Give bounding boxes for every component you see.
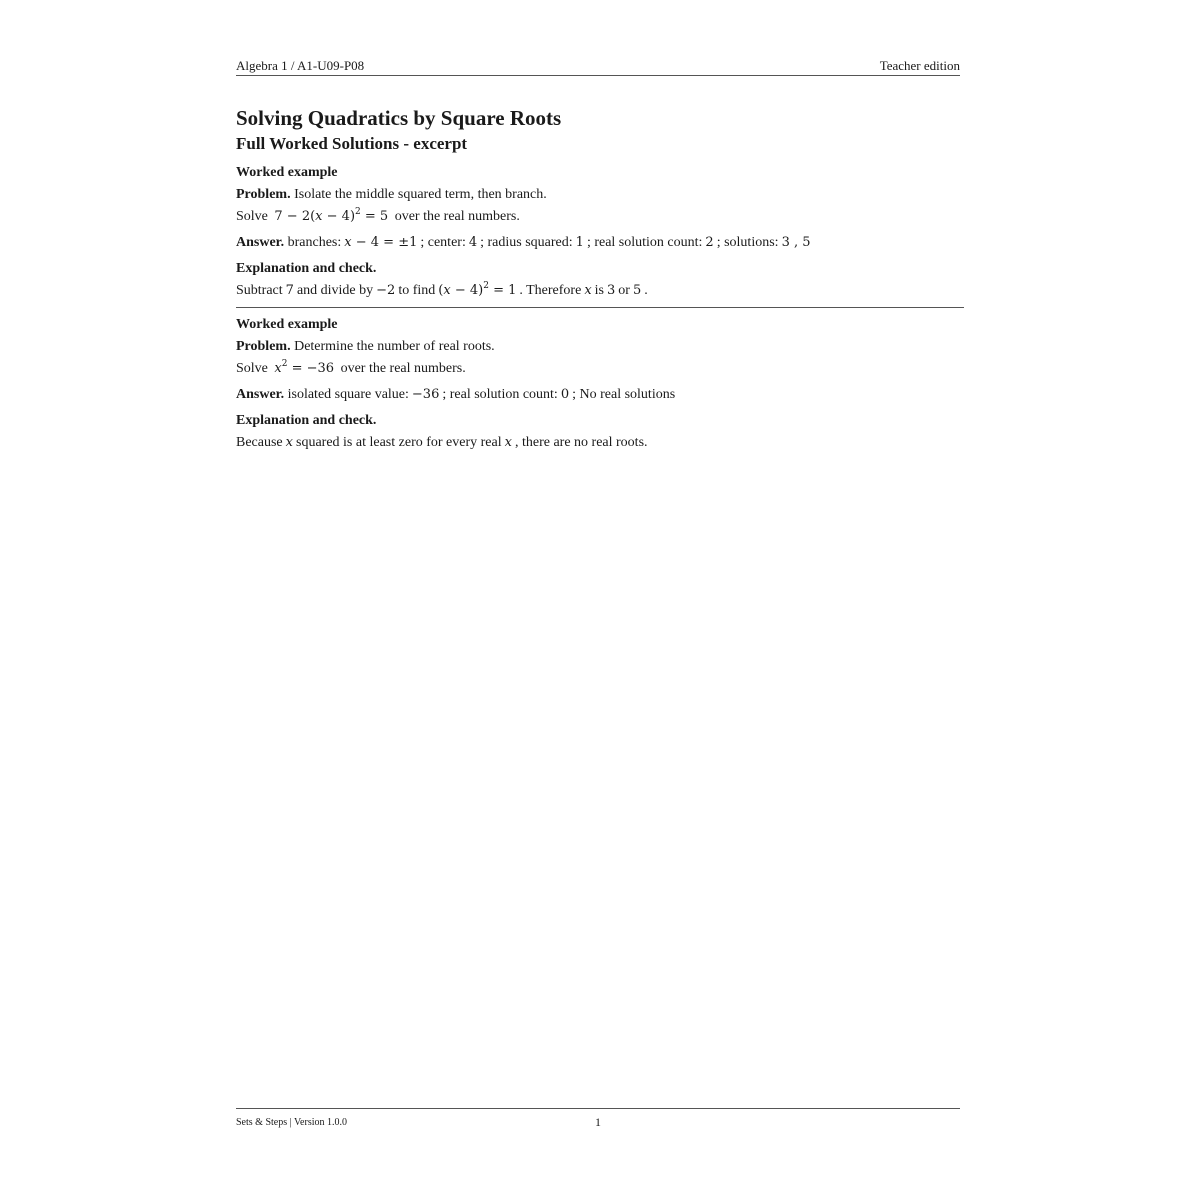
- example-heading: Worked example: [236, 317, 338, 332]
- edition-label: Teacher edition: [879, 58, 960, 73]
- result-rhs: = 1: [493, 283, 517, 298]
- count-value: 0: [560, 387, 570, 402]
- exp-text: .: [644, 283, 648, 298]
- solve-suffix: over the real numbers.: [340, 361, 466, 376]
- branches-label: branches:: [287, 235, 342, 250]
- isolated-value: −36: [411, 387, 440, 402]
- course-code: Algebra 1 / A1-U09-P08: [236, 58, 365, 73]
- footer-version: Sets & Steps | Version 1.0.0: [236, 1117, 347, 1128]
- answer-line: [236, 232, 964, 254]
- page-subtitle: Full Worked Solutions - excerpt: [236, 134, 468, 153]
- math-value: 7: [285, 283, 294, 298]
- branches-equation: x − 4 = ±1: [344, 235, 418, 250]
- count-value: 2: [705, 235, 714, 250]
- running-footer: [236, 1108, 960, 1129]
- example-heading: Worked example: [236, 165, 338, 180]
- math-value: 3: [607, 283, 616, 298]
- solutions-value: 3 , 5: [781, 235, 811, 250]
- problem-text: Isolate the middle squared term, then branch.: [294, 187, 547, 202]
- variable-x: x: [584, 283, 592, 298]
- main-content: [236, 104, 964, 454]
- center-label: ; center:: [420, 235, 466, 250]
- count-label: ; real solution count:: [586, 235, 703, 250]
- result-equation: $(x - 4)^2 = 1$: [438, 281, 517, 298]
- running-header: [236, 57, 960, 76]
- variable-x: x: [285, 435, 293, 450]
- explanation-heading: Explanation and check.: [236, 413, 377, 428]
- solve-prefix: Solve: [236, 209, 268, 224]
- answer-label: Answer.: [236, 235, 285, 250]
- equation-rhs: = −36: [291, 361, 335, 376]
- center-value: 4: [468, 235, 478, 250]
- page-number: 1: [595, 1115, 601, 1129]
- worked-example-2: [236, 314, 964, 454]
- worked-example-1: [236, 162, 964, 308]
- radius-value: 1: [575, 235, 584, 250]
- exp-text: . Therefore: [519, 283, 582, 298]
- solve-line: [236, 206, 964, 228]
- answer-tail: ; No real solutions: [572, 387, 676, 402]
- answer-line: [236, 384, 964, 406]
- equation: $x^2 = -36$: [274, 359, 335, 376]
- exp-text: squared is at least zero for every real: [296, 435, 502, 450]
- problem-text: Determine the number of real roots.: [294, 339, 495, 354]
- solve-line: [236, 358, 964, 380]
- count-label: ; real solution count:: [442, 387, 558, 402]
- exp-text: , there are no real roots.: [514, 435, 648, 450]
- page-title: Solving Quadratics by Square Roots: [236, 106, 562, 130]
- math-value: 5: [632, 283, 642, 298]
- explanation-heading: Explanation and check.: [236, 261, 377, 276]
- exp-text: or: [618, 283, 630, 298]
- answer-label: Answer.: [236, 387, 285, 402]
- radius-label: ; radius squared:: [480, 235, 573, 250]
- exp-text: to find: [398, 283, 436, 298]
- explanation-text: [236, 432, 964, 454]
- problem-statement: [236, 336, 964, 358]
- math-value: −2: [376, 283, 396, 298]
- exp-text: and divide by: [296, 283, 374, 298]
- variable-x: x: [504, 435, 512, 450]
- isolated-label: isolated square value:: [287, 387, 409, 402]
- problem-label: Problem.: [236, 187, 291, 202]
- exp-text: is: [594, 283, 604, 298]
- exp-text: Subtract: [236, 283, 283, 298]
- explanation-text: [236, 280, 964, 302]
- solutions-label: ; solutions:: [716, 235, 779, 250]
- solve-prefix: Solve: [236, 361, 268, 376]
- exp-text: Because: [236, 435, 283, 450]
- problem-label: Problem.: [236, 339, 291, 354]
- equation: $7 - 2(x - 4)^2 = 5$: [274, 207, 389, 224]
- problem-statement: [236, 184, 964, 206]
- solve-suffix: over the real numbers.: [394, 209, 520, 224]
